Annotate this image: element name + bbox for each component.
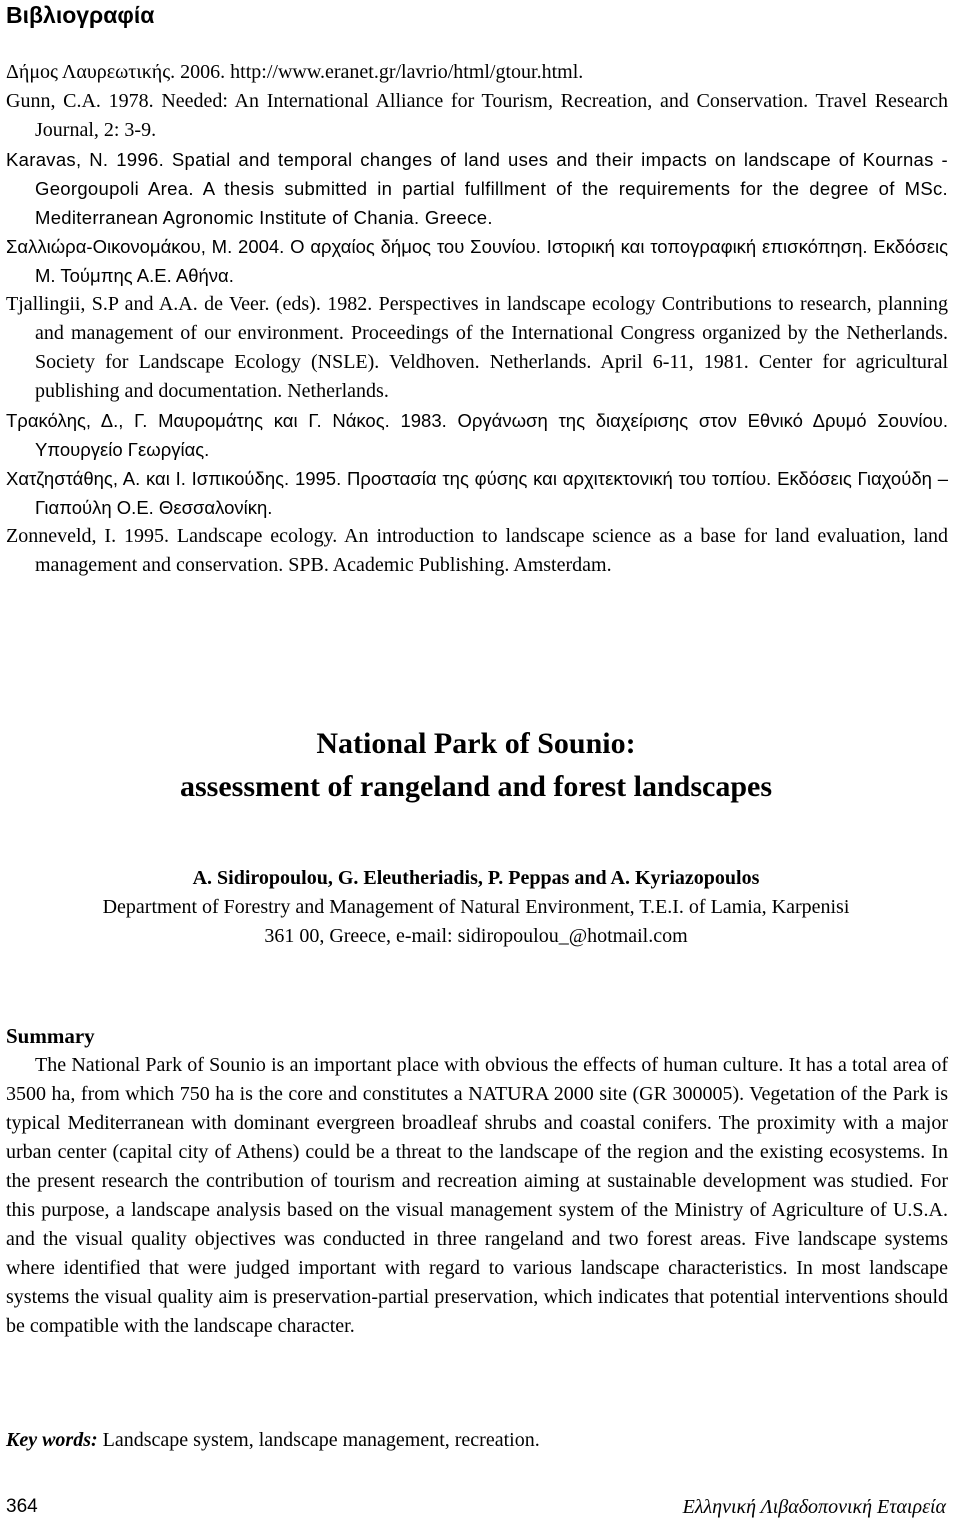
reference-item: Τρακόλης, Δ., Γ. Μαυρομάτης και Γ. Νάκος. 1983. Οργάνωση της διαχείρισης στον Εθνικό Δρυμό Σουνίου. Υπουργείο Γεωργίας. (6, 410, 948, 460)
reference-item: Karavas, N. 1996. Spatial and temporal changes of land uses and their impacts on landscape of Kournas - Georgoupoli Area. A thesis submitted in partial fulfillment of the requirements for the degree of MSc. Mediterranean Agronomic Institute of Chania. Greece. (6, 149, 948, 228)
keywords-label: Key words: (6, 1429, 98, 1451)
paper-affiliation (0, 893, 952, 951)
summary-heading: Summary (6, 1024, 95, 1048)
keywords-text: Landscape system, landscape management, recreation. (97, 1429, 540, 1451)
reference-item: Zonneveld, I. 1995. Landscape ecology. An introduction to landscape science as a base for land evaluation, land management and conservation. SPB. Academic Publishing. Amsterdam. (6, 525, 948, 576)
paper-title (0, 722, 952, 808)
reference-item: Δήμος Λαυρεωτικής. 2006. http://www.eranet.gr/lavrio/html/gtour.html. (6, 61, 584, 83)
affiliation-line-1: Department of Forestry and Management of Natural Environment, T.E.I. of Lamia, Karpenisi (102, 896, 850, 918)
page-number: 364 (6, 1496, 38, 1517)
paper-title-line-1: National Park of Sounio: (316, 727, 636, 760)
summary-body: The National Park of Sounio is an important place with obvious the effects of human culture. It has a total area of 3500 ha, from which 750 ha is the core and constitutes a NATURA 2000 site (GR 300005). Vegetation of the Park is typical Mediterranean with dominant evergreen broadleaf shrubs and coastal conifers. The proximity with a major urban center (capital city of Athens) could be a threat to the landscape of the region and the existing ecosystems. In the present research the contribution of tourism and recreation aiming at sustainable development was studied. For this purpose, a landscape analysis based on the visual management system of the Ministry of Agriculture of U.S.A. and the visual quality objectives was conducted in three rangeland and two forest areas. Five landscape systems where identified that were judged important with regard to various landscape characteristics. In most landscape systems the visual quality aim is preservation-partial preservation, which indicates that potential interventions should be compatible with the landscape character. (6, 1054, 948, 1337)
paper-authors: A. Sidiropoulou, G. Eleutheriadis, P. Peppas and A. Kyriazopoulos (192, 867, 760, 889)
keywords-line (6, 1426, 948, 1455)
reference-item: Χατζηστάθης, Α. και Ι. Ισπικούδης. 1995. Προστασία της φύσης και αρχιτεκτονική του τοπίου. Εκδόσεις Γιαχούδη – Γιαπούλη Ο.Ε. Θεσσαλονίκη. (6, 468, 948, 518)
bibliography-heading: Βιβλιογραφία (6, 2, 155, 28)
paper-title-line-2: assessment of rangeland and forest landscapes (180, 770, 772, 803)
reference-item: Tjallingii, S.P and A.A. de Veer. (eds). 1982. Perspectives in landscape ecology Contributions to research, planning and management of our environment. Proceedings of the International Congress organized by the Netherlands. Society for Landscape Ecology (NSLE). Veldhoven. Netherlands. April 6-11, 1981. Center for agricultural publishing and documentation. Netherlands. (6, 293, 948, 402)
reference-item: Σαλλιώρα-Οικονομάκου, Μ. 2004. Ο αρχαίος δήμος του Σουνίου. Ιστορική και τοπογραφική επισκόπηση. Εκδόσεις Μ. Τούμπης Α.Ε. Αθήνα. (6, 236, 948, 286)
reference-item: Gunn, C.A. 1978. Needed: An International Alliance for Tourism, Recreation, and Conservation. Travel Research Journal, 2: 3-9. (6, 90, 948, 141)
reference-list (6, 58, 948, 580)
footer-society-name: Ελληνική Λιβαδοπονική Εταιρεία (682, 1496, 946, 1518)
affiliation-line-2: 361 00, Greece, e-mail: sidiropoulou_@hotmail.com (264, 925, 688, 947)
